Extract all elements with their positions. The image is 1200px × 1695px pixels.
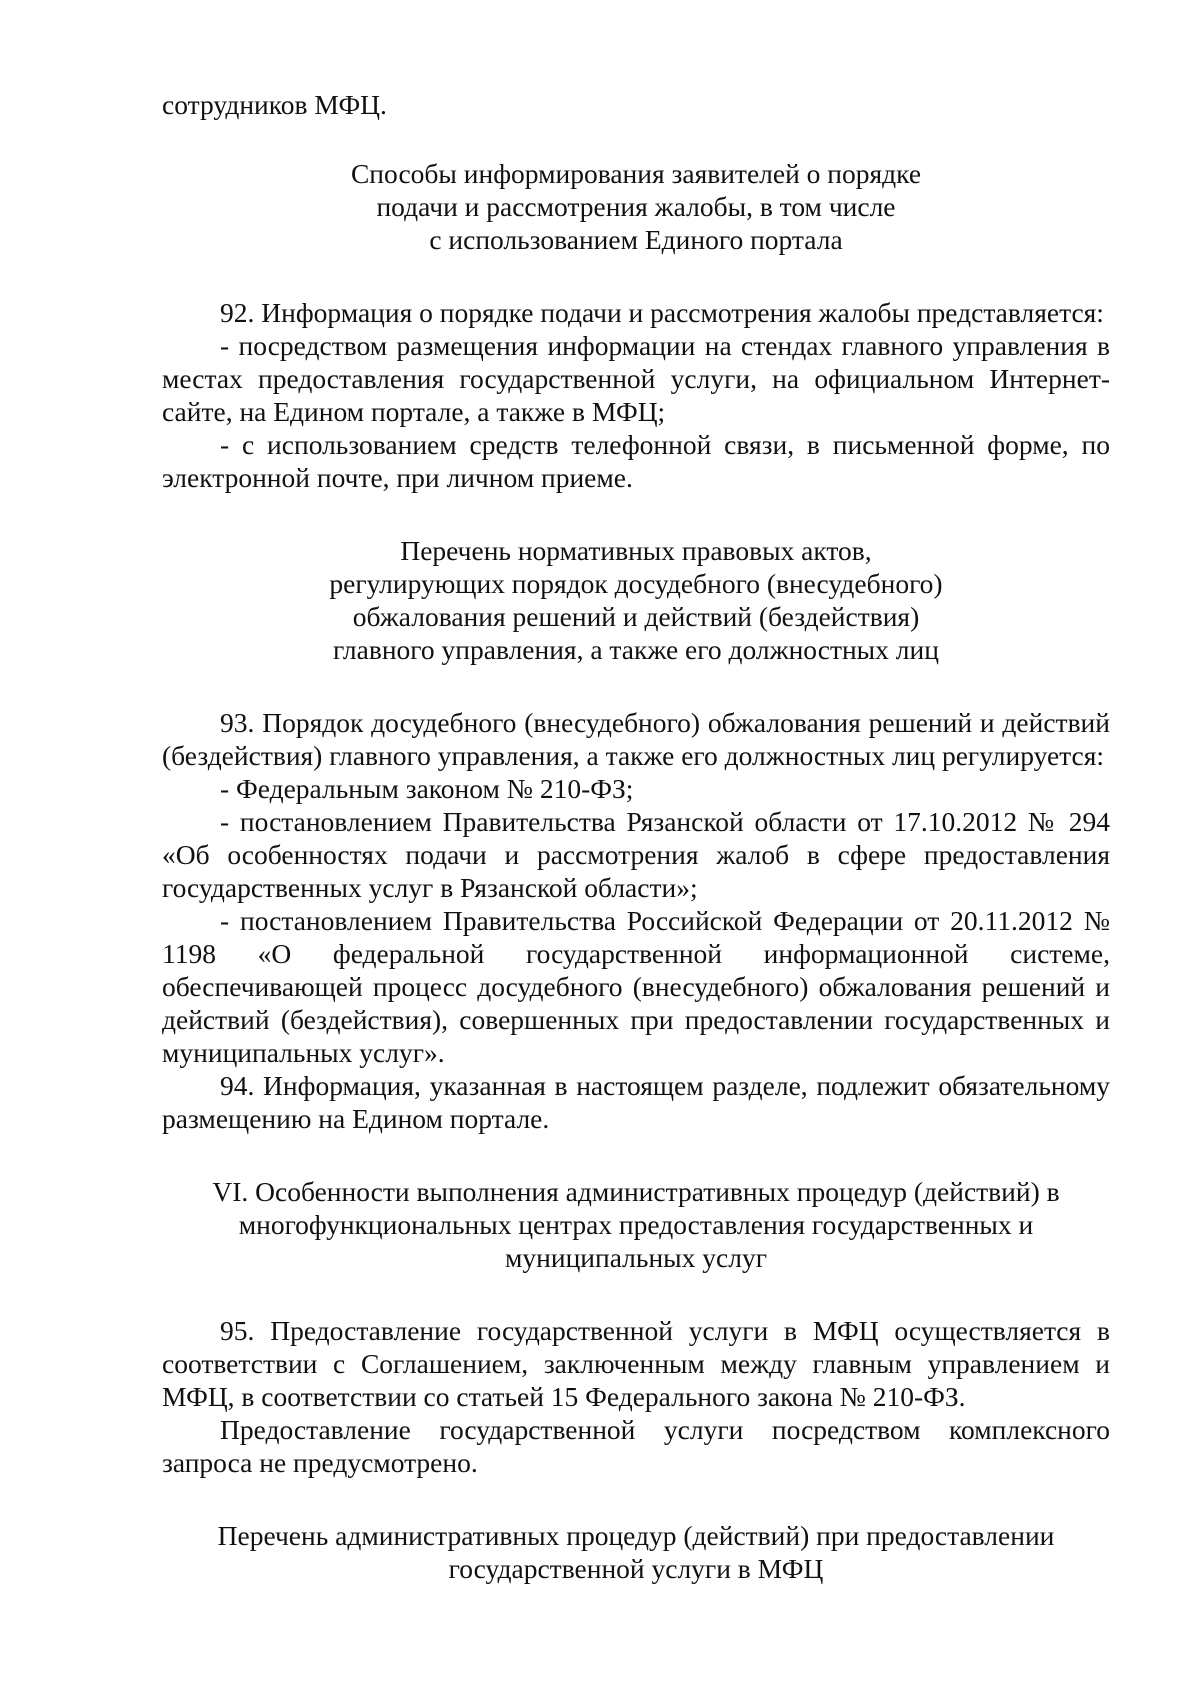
heading-line: Перечень нормативных правовых актов, bbox=[400, 535, 872, 566]
paragraph-95: 95. Предоставление государственной услуги в МФЦ осуществляется в соответствии с Соглашением, заключенным между главным управлением и МФЦ, в соответствии со статьей 15 Федерального закона № 210-ФЗ. bbox=[162, 1315, 1110, 1412]
heading-line: VI. Особенности выполнения административных процедур (действий) в bbox=[212, 1176, 1060, 1207]
paragraph-92: 92. Информация о порядке подачи и рассмотрения жалобы представляется: bbox=[220, 297, 1104, 328]
section-heading-legal-acts bbox=[162, 534, 1110, 666]
paragraph-93-bullet: - постановлением Правительства Российской Федерации от 20.11.2012 № 1198 «О федеральной государственной информационной системе, обеспечивающей процесс досудебного (внесудебного) обжалования решений и действий (бездействия), совершенных при предоставлении государственных и муниципальных услуг». bbox=[162, 905, 1110, 1068]
paragraph-93-bullet: - постановлением Правительства Рязанской области от 17.10.2012 № 294 «Об особенностях подачи и рассмотрения жалоб в сфере предоставления государственных услуг в Рязанской области»; bbox=[162, 806, 1110, 903]
paragraph-92-bullet: - посредством размещения информации на стендах главного управления в местах предоставления государственной услуги, на официальном Интернет-сайте, на Едином портале, а также в МФЦ; bbox=[162, 330, 1110, 427]
paragraph-94: 94. Информация, указанная в настоящем разделе, подлежит обязательному размещению на Едином портале. bbox=[162, 1070, 1110, 1134]
heading-line: с использованием Единого портала bbox=[429, 224, 843, 255]
paragraph-92-bullet: - с использованием средств телефонной связи, в письменной форме, по электронной почте, при личном приеме. bbox=[162, 429, 1110, 493]
paragraph-93-bullet: - Федеральным законом № 210-ФЗ; bbox=[220, 773, 634, 804]
heading-line: Перечень административных процедур (действий) при предоставлении bbox=[217, 1520, 1055, 1551]
heading-line: многофункциональных центрах предоставления государственных и bbox=[238, 1209, 1034, 1240]
section-heading-procedures bbox=[162, 1519, 1110, 1585]
heading-line: регулирующих порядок досудебного (внесудебного) bbox=[329, 568, 943, 599]
heading-line: главного управления, а также его должностных лиц bbox=[333, 634, 939, 665]
heading-line: Способы информирования заявителей о порядке bbox=[350, 158, 922, 189]
paragraph-95-note: Предоставление государственной услуги посредством комплексного запроса не предусмотрено. bbox=[162, 1414, 1110, 1478]
heading-line: муниципальных услуг bbox=[505, 1242, 767, 1273]
opening-line: сотрудников МФЦ. bbox=[162, 89, 387, 120]
section-heading-complaint-info bbox=[162, 157, 1110, 256]
paragraph-93: 93. Порядок досудебного (внесудебного) обжалования решений и действий (бездействия) главного управления, а также его должностных лиц регулируется: bbox=[162, 707, 1110, 771]
document-page bbox=[162, 88, 1110, 1585]
heading-line: подачи и рассмотрения жалобы, в том числе bbox=[376, 191, 896, 222]
section-heading-vi bbox=[162, 1175, 1110, 1274]
heading-line: государственной услуги в МФЦ bbox=[448, 1553, 824, 1584]
heading-line: обжалования решений и действий (бездействия) bbox=[352, 601, 920, 632]
